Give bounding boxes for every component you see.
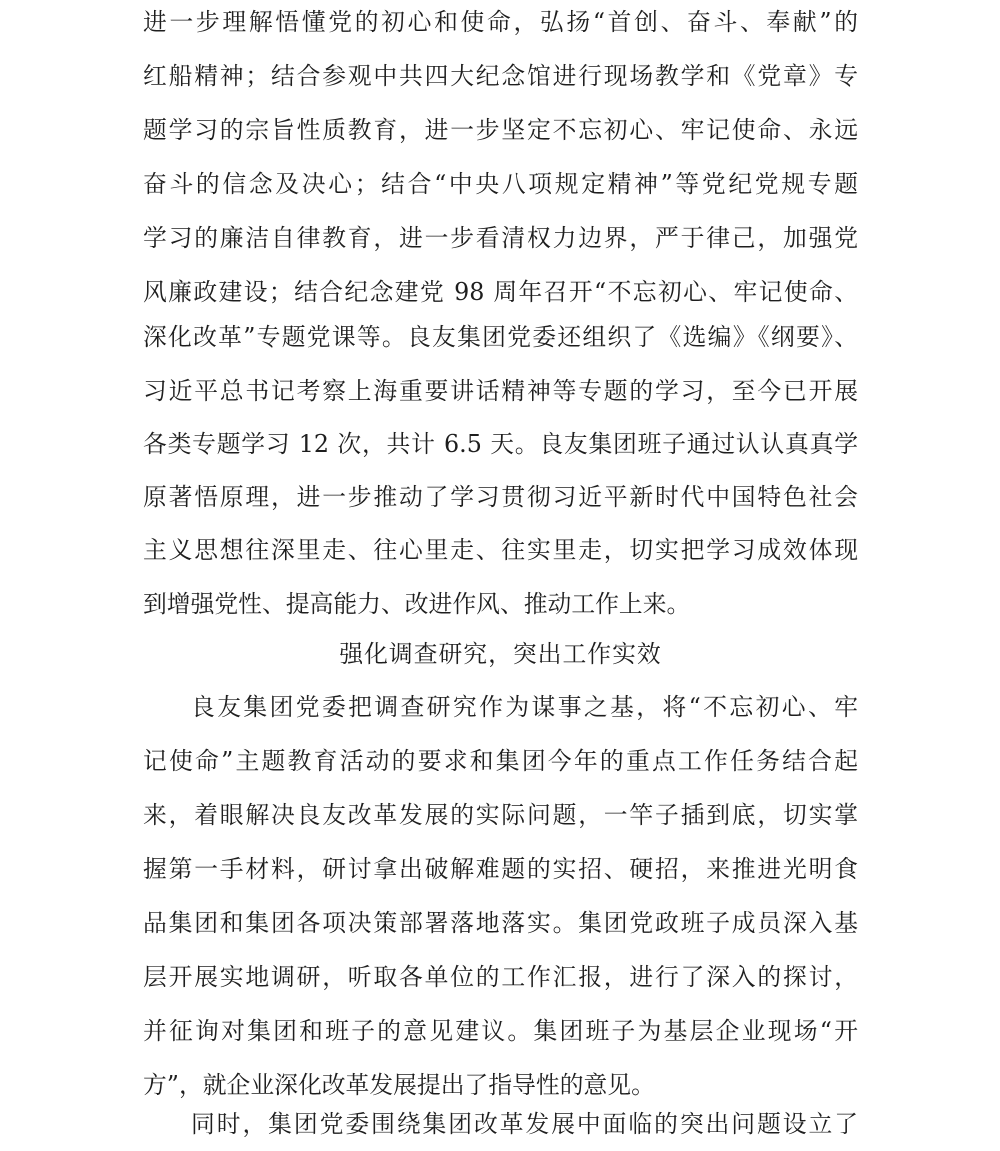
body-text-line: 原著悟原理，进一步推动了学习贯彻习近平新时代中国特色社会 (143, 483, 858, 511)
body-text-line: 并征询对集团和班子的意见建议。集团班子为基层企业现场“开 (143, 1017, 858, 1045)
body-text-line: 学习的廉洁自律教育，进一步看清权力边界，严于律己，加强党 (143, 224, 858, 252)
body-text-line: 红船精神；结合参观中共四大纪念馆进行现场教学和《党章》专 (143, 62, 858, 90)
body-text-line: 主义思想往深里走、往心里走、往实里走，切实把学习成效体现 (143, 536, 858, 564)
body-text-line: 良友集团党委把调查研究作为谋事之基，将“不忘初心、牢 (191, 693, 858, 721)
body-text-line: 握第一手材料，研讨拿出破解难题的实招、硬招，来推进光明食 (143, 855, 858, 883)
body-text-line: 风廉政建设；结合纪念建党 98 周年召开“不忘初心、牢记使命、 (143, 278, 858, 306)
body-text-line: 记使命”主题教育活动的要求和集团今年的重点工作任务结合起 (143, 747, 858, 775)
body-text-line: 习近平总书记考察上海重要讲话精神等专题的学习，至今已开展 (143, 377, 858, 405)
body-text-line: 方”，就企业深化改革发展提出了指导性的意见。 (143, 1071, 655, 1099)
body-text-line: 品集团和集团各项决策部署落地落实。集团党政班子成员深入基 (143, 909, 858, 937)
body-text-line: 来，着眼解决良友改革发展的实际问题，一竿子插到底，切实掌 (143, 801, 858, 829)
section-heading: 强化调查研究，突出工作实效 (339, 640, 662, 668)
body-text-line: 深化改革”专题党课等。良友集团党委还组织了《选编》《纲要》、 (143, 323, 858, 351)
body-text-line: 奋斗的信念及决心；结合“中央八项规定精神”等党纪党规专题 (143, 170, 858, 198)
body-text-line: 题学习的宗旨性质教育，进一步坚定不忘初心、牢记使命、永远 (143, 116, 858, 144)
body-text-line: 进一步理解悟懂党的初心和使命，弘扬“首创、奋斗、奉献”的 (143, 8, 858, 36)
body-text-line: 到增强党性、提高能力、改进作风、推动工作上来。 (143, 590, 691, 618)
body-text-line: 层开展实地调研，听取各单位的工作汇报，进行了深入的探讨， (143, 963, 858, 991)
body-text-line: 同时，集团党委围绕集团改革发展中面临的突出问题设立了 (191, 1110, 858, 1138)
body-text-line: 各类专题学习 12 次，共计 6.5 天。良友集团班子通过认认真真学 (143, 430, 858, 458)
